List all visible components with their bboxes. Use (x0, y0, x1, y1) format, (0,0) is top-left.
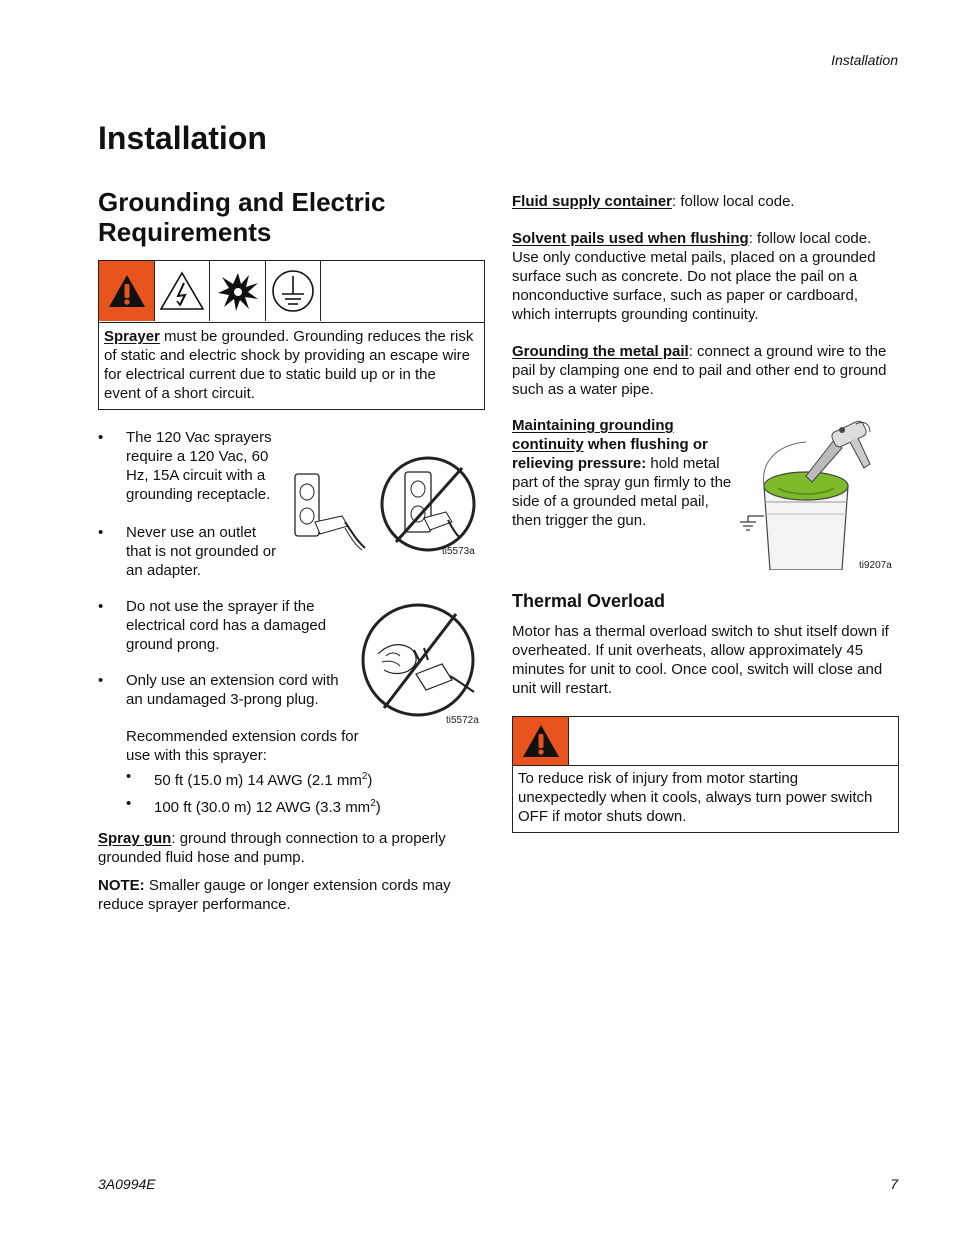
explosion-icon (210, 261, 266, 321)
cord-list (126, 767, 446, 817)
recommended-intro: Recommended extension cords for use with this sprayer: (126, 728, 359, 764)
warning-term: Sprayer (104, 328, 160, 345)
note-paragraph: NOTE: Smaller gauge or longer extension cords may reduce sprayer performance. (98, 877, 451, 913)
warning-triangle-icon (513, 717, 569, 765)
maintaining-term-line1: Maintaining grounding (512, 417, 674, 434)
pail-illustration (738, 418, 873, 570)
warning-triangle-icon (99, 261, 155, 321)
metal-pail-term: Grounding the metal pail (512, 343, 689, 360)
damaged-plug-figure (360, 602, 485, 730)
figure-code: ti5572a (446, 715, 479, 726)
list-item: • 50 ft (15.0 m) 14 AWG (2.1 $mm^2$) (126, 768, 373, 789)
solvent-pails-paragraph: Solvent pails used when flushing: follow local code. Use only conductive metal pails, placed on a grounded surface such as concrete. Do not place the pail on a nonconductive surface, such as paper or cardboard, which interrupts grounding continuity. (512, 230, 876, 323)
thermal-overload-text: Motor has a thermal overload switch to shut itself down if overheated. If unit overheats, allow approximately 45 minutes for unit to cool. Once cool, switch will close and unit will restart. (512, 623, 889, 697)
page-title: Installation (98, 120, 267, 156)
warning-text (104, 327, 476, 403)
spray-gun-paragraph: Spray gun: ground through connection to a properly grounded fluid hose and pump. (98, 830, 446, 866)
electric-shock-icon (155, 261, 210, 321)
caution-text: To reduce risk of injury from motor starting unexpectedly when it cools, always turn power switch OFF if motor shuts down. (518, 770, 873, 825)
outlet-figure (290, 452, 485, 562)
page-number: 7 (890, 1176, 898, 1192)
fluid-supply-paragraph: Fluid supply container: follow local code. (512, 193, 795, 210)
thermal-overload-title: Thermal Overload (512, 591, 666, 611)
damaged-plug-illustration (360, 602, 480, 720)
caution-icon-row (513, 717, 898, 766)
figure-code: ti9207a (859, 560, 892, 571)
running-header: Installation (831, 52, 898, 68)
maintaining-term-line2: continuity (512, 436, 584, 453)
figure-code: ti5573a (442, 546, 475, 557)
list-item: • The 120 Vac sprayers require a 120 Vac, 60 Hz, 15A circuit with a grounding receptacle. (98, 429, 272, 503)
list-item: • Do not use the sprayer if the electrical cord has a damaged ground prong. (98, 598, 327, 653)
section-title-line2: Requirements (98, 217, 272, 247)
list-item: • 100 ft (30.0 m) 12 AWG (3.3 $mm^2$) (126, 795, 381, 816)
fluid-supply-term: Fluid supply container (512, 193, 673, 210)
warning-body: must be grounded. Grounding reduces the risk of static and electric shock by providing an escape wire for electrical current due to static build up or in the event of a short circuit. (104, 328, 474, 402)
pail-figure (738, 418, 898, 578)
metal-pail-paragraph: Grounding the metal pail: connect a ground wire to the pail by clamping one end to pail and other end to ground such as a water pipe. (512, 343, 887, 398)
outlet-illustration (290, 452, 485, 552)
warning-box (98, 260, 485, 410)
list-item: • Only use an extension cord with an undamaged 3-prong plug. (98, 672, 339, 708)
maintaining-grounding-paragraph: Maintaining grounding continuity when flushing or relieving pressure: hold metal part of the spray gun firmly to the side of a grounded metal pail, then trigger the gun. (512, 417, 732, 529)
section-title (98, 187, 478, 247)
warning-icon-row (99, 261, 484, 323)
solvent-pails-term: Solvent pails used when flushing (512, 230, 749, 247)
spray-gun-term: Spray gun (98, 830, 172, 847)
list-item: • Never use an outlet that is not grounded or an adapter. (98, 524, 277, 579)
note-label: NOTE: (98, 877, 145, 894)
ground-symbol-icon (266, 261, 321, 321)
section-title-line1: Grounding and Electric (98, 187, 386, 217)
bullet-list-2 (98, 597, 358, 709)
bullet-list-1 (98, 428, 283, 580)
caution-box (512, 716, 899, 833)
doc-number: 3A0994E (98, 1176, 156, 1192)
